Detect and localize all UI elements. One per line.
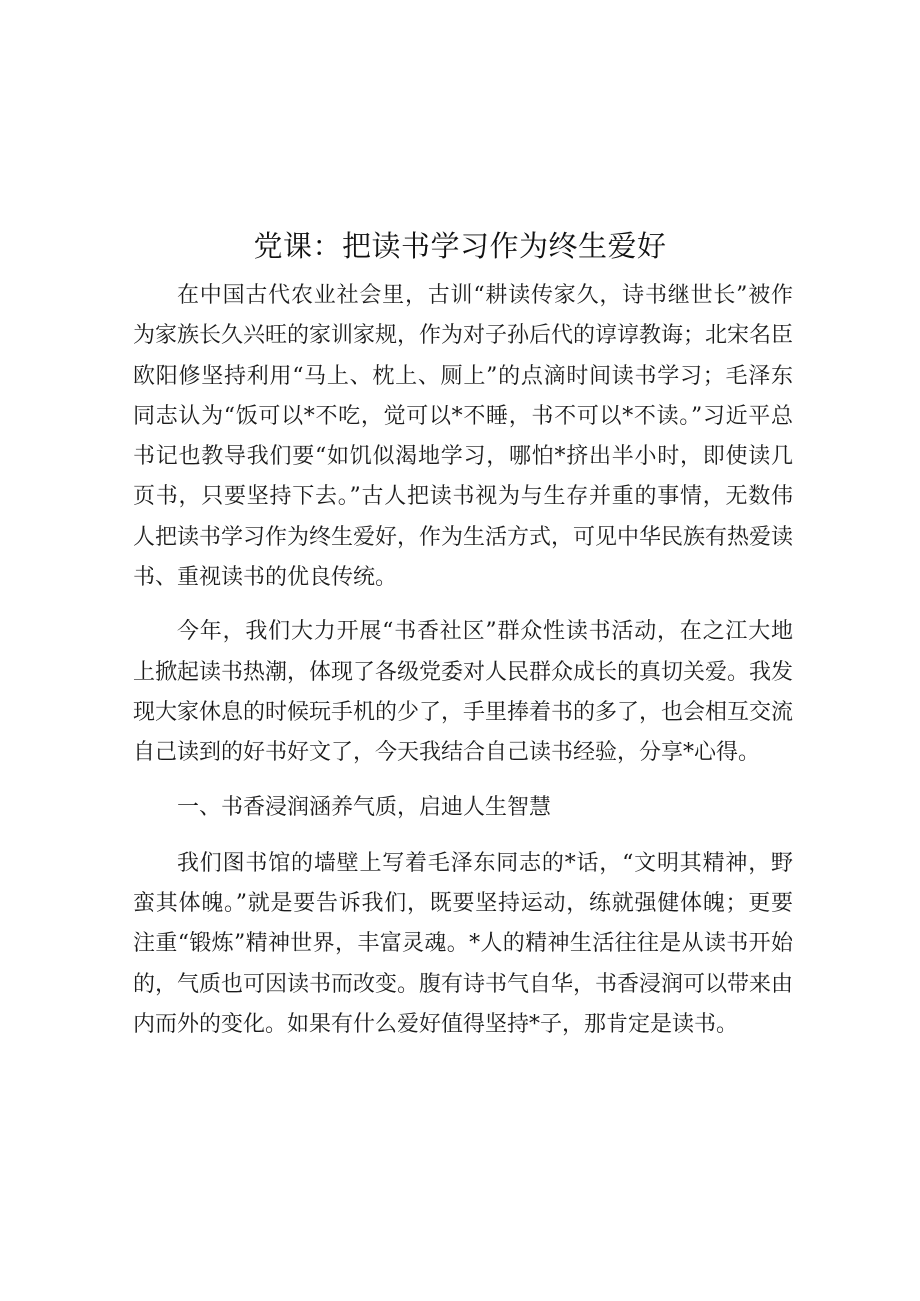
paragraph-intro: 在中国古代农业社会里，古训“耕读传家久，诗书继世长”被作为家族长久兴旺的家训家规，作为对子孙后代的谆谆教诲；北宋名臣欧阳修坚持利用“马上、枕上、厕上”的点滴时间读书学习；毛泽东同志认为“饭可以*不吃，觉可以*不睡，书不可以*不读。”习近平总书记也教导我们要“如饥似渴地学习，哪怕*挤出半小时，即使读几页书，只要坚持下去。”古人把读书视为与生存并重的事情，无数伟人把读书学习作为终生爱好，作为生活方式，可见中华民族有热爱读书、重视读书的优良传统。 — [133, 283, 794, 591]
paragraph-section-1: 我们图书馆的墙壁上写着毛泽东同志的*话，“文明其精神，野蛮其体魄。”就是要告诉我们，既要坚持运动，练就强健体魄；更要注重“锻炼”精神世界，丰富灵魂。*人的精神生活往往是从读书开始的，气质也可因读书而改变。腹有诗书气自华，书香浸润可以带来由内而外的变化。如果有什么爱好值得坚持*子，那肯定是读书。 — [133, 850, 794, 1038]
paragraph-reading-activity: 今年，我们大力开展“书香社区”群众性读书活动，在之江大地上掀起读书热潮，体现了各级党委对人民群众成长的真切关爱。我发现大家休息的时候玩手机的少了，手里捧着书的多了，也会相互交流自己读到的好书好文了，今天我结合自己读书经验，分享*心得。 — [133, 619, 794, 766]
document-title: 党课：把读书学习作为终生爱好 — [253, 229, 667, 263]
section-heading-1: 一、书香浸润涵养气质，启迪人生智慧 — [177, 794, 552, 820]
document-body — [133, 276, 793, 1059]
